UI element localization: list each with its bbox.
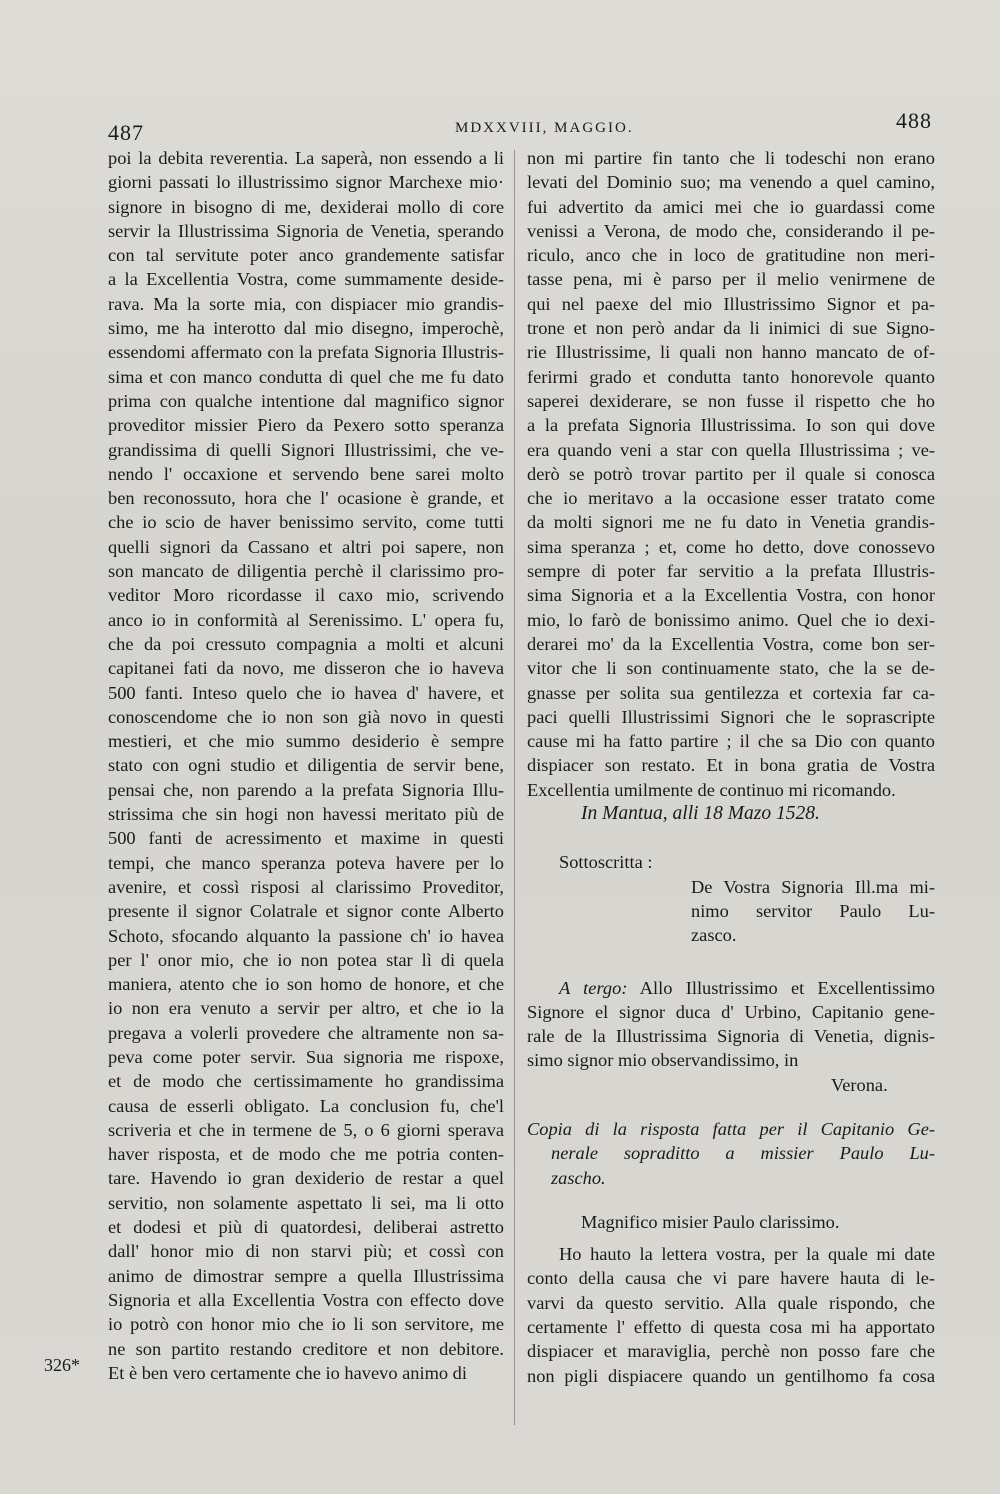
text-line: tasse pena, mi è parso per il melio venirmene de bbox=[527, 269, 935, 290]
text-line: Ho hauto la lettera vostra, per la quale mi date bbox=[559, 1244, 935, 1265]
text-line: ferirmi grado et condutta tanto honorevole quanto bbox=[527, 366, 935, 387]
text-line: mestieri, et che mio summo desiderio è sempre bbox=[108, 731, 504, 752]
text-line: pregava a volerli provedere che altramente non sa- bbox=[108, 1022, 504, 1043]
text-line: levati del Dominio suo; ma venendo a quel camino, bbox=[527, 172, 935, 193]
text-line: 500 fanti. Inteso quelo che io havea d' havere, et bbox=[108, 682, 504, 703]
text-line: derò se potrò trovar partito per il quale si conosca bbox=[527, 463, 935, 484]
spacer bbox=[527, 826, 935, 850]
text-line: non pigli dispiacere quando un gentilhomo fa cosa bbox=[527, 1365, 935, 1386]
text-line: nimo servitor Paulo Lu- bbox=[691, 900, 935, 921]
a-tergo-place: Verona. bbox=[831, 1074, 888, 1095]
text-line: che io scio de haver benissimo servito, come tutti bbox=[108, 512, 504, 533]
sottoscritta-label: Sottoscritta : bbox=[559, 852, 653, 873]
text-line: nendo l' occaxione et servendo bene sarei molto bbox=[108, 463, 504, 484]
text-line: anco io in conformità al Serenissimo. L' opera fu, bbox=[108, 609, 504, 630]
text-line: dispiacer et maraviglia, perchè non posso fare che bbox=[527, 1341, 935, 1362]
text-line: et dodesi et più di quatordesi, deliberai astretto bbox=[108, 1217, 504, 1238]
text-line: conoscendome che io non son già novo in questi bbox=[108, 706, 504, 727]
right-column bbox=[527, 146, 935, 1388]
right-body bbox=[527, 146, 935, 802]
spacer bbox=[527, 1097, 935, 1117]
text-line: avenire, et cossì risposi al clarissimo Proveditor, bbox=[108, 876, 504, 897]
a-tergo-line: simo signor mio observandissimo, in bbox=[527, 1050, 799, 1071]
text-line: pensai che, non parendo a la prefata Signoria Illu- bbox=[108, 779, 504, 800]
text-line: venissi a Verona, de modo che, considerando il pe- bbox=[527, 220, 935, 241]
text-line: zasco. bbox=[691, 925, 737, 946]
text-line: da molti signori me ne fu dato in Venetia grandis- bbox=[527, 512, 935, 533]
spacer bbox=[527, 1234, 935, 1242]
text-line: haver risposta, et de modo che me potria conten- bbox=[108, 1144, 504, 1165]
text-line: che da poi cressuto compagnia a molti et alcuni bbox=[108, 633, 504, 654]
text-line: signore in bisogno di me, dexiderai mollo di core bbox=[108, 196, 504, 217]
a-tergo-line: Allo Illustrissimo et Excellentissimo bbox=[639, 977, 935, 998]
text-line: presente il signor Colatrale et signor conte Alberto bbox=[108, 901, 504, 922]
copia-heading-line: Copia di la risposta fatta per il Capitanio Ge- bbox=[527, 1118, 935, 1139]
text-line: giorni passati lo illustrissimo signor Marchexe mio· bbox=[108, 172, 504, 193]
a-tergo-line: Signore el signor duca d' Urbino, Capitanio gene- bbox=[527, 1001, 935, 1022]
margin-note: 326* bbox=[44, 1355, 80, 1375]
a-tergo-first-line bbox=[527, 976, 935, 1000]
text-line: prima con qualche intentione dal magnifico signor bbox=[108, 390, 504, 411]
text-line: ne son partito restando creditore et non debitore. bbox=[108, 1338, 504, 1359]
left-page-number: 487 bbox=[108, 120, 144, 145]
text-line: Schoto, sfocando alquanto la passione ch' io havea bbox=[108, 925, 504, 946]
text-line: quelli signori da Cassano et altri poi sapere, non bbox=[108, 536, 504, 557]
text-line: cause mi ha fatto partire ; il che sa Dio con quanto bbox=[527, 731, 935, 752]
text-line: era quando veni a star con quella Illustrissima ; ve- bbox=[527, 439, 935, 460]
text-line: peva come poter servir. Sua signoria me rispoxe, bbox=[108, 1046, 504, 1067]
text-line: Et è ben vero certamente che io havevo animo di bbox=[108, 1362, 467, 1383]
text-line: sima Signoria et a la Excellentia Vostra, con honor bbox=[527, 585, 935, 606]
a-tergo-label: A tergo: bbox=[559, 977, 628, 998]
text-line: fui advertito da amici mei che io guardassi come bbox=[527, 196, 935, 217]
a-tergo-block bbox=[527, 976, 935, 1097]
text-line: animo de dimostrar sempre a quella Illustrissima bbox=[108, 1265, 504, 1286]
text-line: sima et con manco condutta di quel che me fu dato bbox=[108, 366, 504, 387]
dateline: In Mantua, alli 18 Mazo 1528. bbox=[581, 803, 820, 825]
text-line: che io meritavo a la occasione esser tratato come bbox=[527, 488, 935, 509]
text-line: dall' honor mio di non starvi più; et cossì con bbox=[108, 1241, 504, 1262]
text-line: simo, me ha interotto dal mio disegno, imperochè, bbox=[108, 318, 504, 339]
a-tergo-line: rale de la Illustrissima Signoria di Venetia, dignis- bbox=[527, 1026, 935, 1047]
page-header bbox=[0, 108, 1000, 148]
text-line: varvi da questo servitio. Alla quale rispondo, che bbox=[527, 1292, 935, 1313]
column-divider bbox=[514, 150, 515, 1425]
right-page-number: 488 bbox=[896, 108, 932, 133]
text-line: vitor che li son continuamente stato, che la se de- bbox=[527, 658, 935, 679]
text-line: certamente l' effetto di questa cosa mi ha apportato bbox=[527, 1317, 935, 1338]
text-line: mio, lo farò de bonissimo animo. Quel che io dexi- bbox=[527, 609, 935, 630]
text-line: qui nel paexe del mio Illustrissimo Signor et pa- bbox=[527, 293, 935, 314]
text-line: saperei dexiderare, se non fusse il rispetto che ho bbox=[527, 390, 935, 411]
text-line: strissima che sin hogi non havessi meritato più de bbox=[108, 804, 504, 825]
copia-heading-line: zascho. bbox=[551, 1167, 606, 1188]
text-line: essendomi affermato con la prefata Signoria Illustris- bbox=[108, 342, 504, 363]
text-line: capitanei fati da novo, me disseron che io haveva bbox=[108, 658, 504, 679]
text-line: a la prefata Signoria Illustrissima. Io son qui dove bbox=[527, 415, 935, 436]
text-line: Excellentia umilmente de continuo mi ricomando. bbox=[527, 779, 896, 800]
text-line: gnasse per solita sua gentilezza et cortexia far ca- bbox=[527, 682, 935, 703]
text-line: sempre di poter far servitio a la prefata Illustris- bbox=[527, 561, 935, 582]
text-line: causa de esserli obligato. La conclusion fu, che'l bbox=[108, 1095, 504, 1116]
text-line: per l' onor mio, che io non potea star lì di quela bbox=[108, 949, 504, 970]
text-line: scriveria et che in termene de 5, o 6 giorni sperava bbox=[108, 1119, 504, 1140]
copia-heading bbox=[527, 1117, 935, 1190]
text-line: rie Illustrissime, li quali non hanno mancato de of- bbox=[527, 342, 935, 363]
salutation: Magnifico misier Paulo clarissimo. bbox=[581, 1211, 840, 1232]
text-line: io non era venuto a servir per altro, et che io la bbox=[108, 998, 504, 1019]
text-line: paci quelli Illustrissimi Signori che le soprascripte bbox=[527, 706, 935, 727]
text-line: servitio, non solamente aspettato li sei, ma li otto bbox=[108, 1192, 504, 1213]
text-line: servir la Illustrissima Signoria de Venetia, sperando bbox=[108, 220, 504, 241]
signature-block bbox=[527, 875, 935, 948]
text-line: riculo, anco che in loco de gratitudine non meri- bbox=[527, 245, 935, 266]
text-line: stato con ogni studio et diligentia de servir bene, bbox=[108, 755, 504, 776]
text-line: derarei mo' da la Excellentia Vostra, come bon ser- bbox=[527, 633, 935, 654]
text-line: io potrò con honor mio che io li son servitore, me bbox=[108, 1314, 504, 1335]
text-line: dispiacer son restato. Et in bona gratia de Vostra bbox=[527, 755, 935, 776]
text-line: conto della causa che vi pare havere hauta di le- bbox=[527, 1268, 935, 1289]
text-line: a la Excellentia Vostra, come summamente deside- bbox=[108, 269, 504, 290]
left-column bbox=[108, 146, 504, 1385]
text-line: veditor Moro ricordasse il caxo mio, scrivendo bbox=[108, 585, 504, 606]
text-line: tare. Havendo io gran dexiderio de restar a quel bbox=[108, 1168, 504, 1189]
text-line: maniera, atento che io son homo de honore, et che bbox=[108, 974, 504, 995]
text-line: grandissima di quelli Signori Illustrissimi, che ve- bbox=[108, 439, 504, 460]
text-line: rava. Ma la sorte mia, con dispiacer mio grandis- bbox=[108, 293, 504, 314]
text-line: son mancato de diligentia perchè il clarissimo pro- bbox=[108, 561, 504, 582]
reply-body bbox=[527, 1242, 935, 1388]
text-line: Signoria et alla Excellentia Vostra con effecto dove bbox=[108, 1289, 504, 1310]
text-line: non mi partire fin tanto che li todeschi non erano bbox=[527, 148, 935, 168]
copia-heading-line: nerale sopraditto a missier Paulo Lu- bbox=[551, 1143, 935, 1164]
text-line: sima speranza ; et, come ho detto, dove conossevo bbox=[527, 536, 935, 557]
text-line: proveditor missier Piero da Pexero sotto speranza bbox=[108, 415, 504, 436]
text-line: ben reconossuto, hora che l' ocasione è grande, et bbox=[108, 488, 504, 509]
text-line: con tal servitute poter anco grandemente satisfar bbox=[108, 245, 504, 266]
running-title: MDXXVIII, MAGGIO. bbox=[455, 120, 634, 136]
text-line: tempi, che manco speranza poteva havere per lo bbox=[108, 852, 504, 873]
text-line: 500 fanti de acressimento et maxime in questi bbox=[108, 828, 504, 849]
spacer bbox=[527, 1190, 935, 1210]
text-line: De Vostra Signoria Ill.ma mi- bbox=[691, 876, 935, 897]
text-line: et de modo che certissimamente ho grandissima bbox=[108, 1071, 504, 1092]
text-line: poi la debita reverentia. La saperà, non essendo a li bbox=[108, 148, 504, 168]
spacer bbox=[527, 948, 935, 976]
text-line: trone et non però andar da li inimici di sue Signo- bbox=[527, 318, 935, 339]
